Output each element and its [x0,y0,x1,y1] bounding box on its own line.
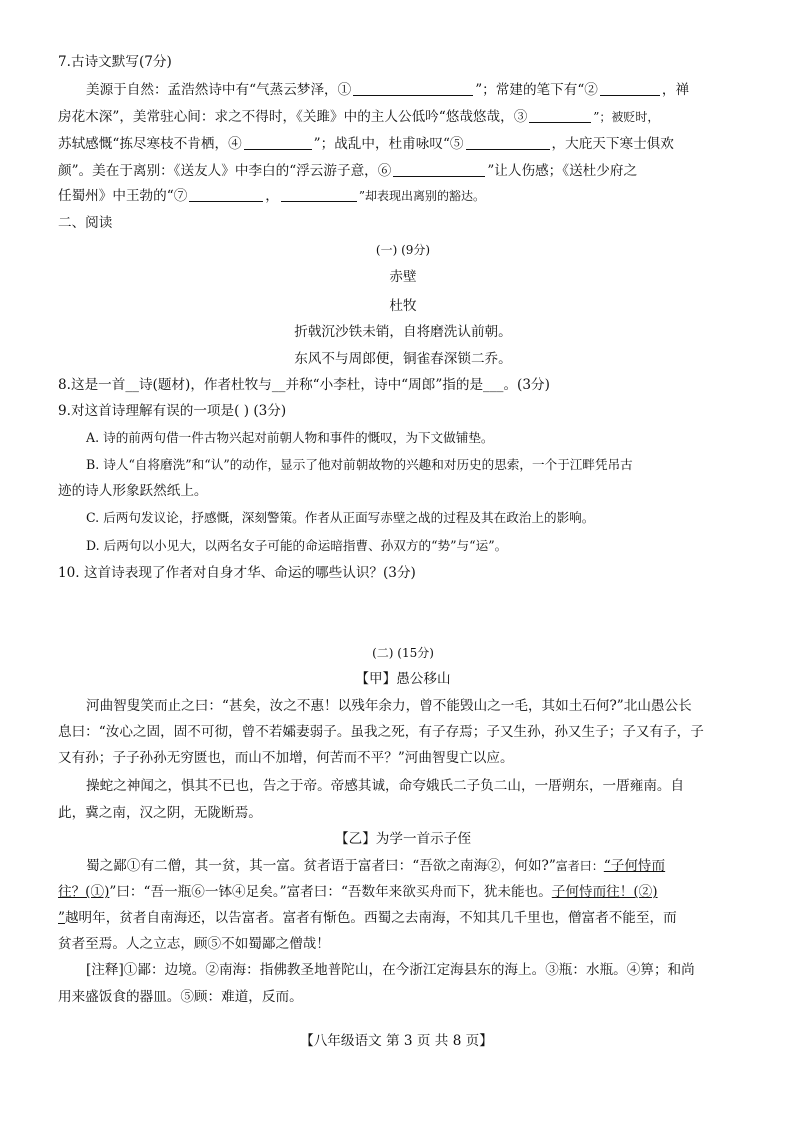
option-c: C. 后两句发议论，抒感慨，深刻警策。作者从正面写赤壁之战的过程及其在政治上的影响。 [86,510,595,525]
option-a: A. 诗的前两句借一件古物兴起对前朝人物和事件的慨叹，为下文做铺垫。 [86,430,494,445]
q7-text: ”；被贬时， [593,110,660,124]
passage-text: 越明年，贫者自南海还，以告富者。富者有惭色。西蜀之去南海，不知其几千里也，僧富者不能至，而 [64,910,677,926]
poem-heading: (一) (9分) [375,243,431,257]
q7-line-4 [58,161,637,181]
answer-blank-1[interactable] [353,81,473,96]
passage-text: 富者曰： [555,859,604,873]
answer-blank-2[interactable] [600,81,660,96]
passage-yi-line: 贫者至焉。人之立志，顾⑤不如蜀鄙之僧哉！ [58,936,330,952]
q7-line-1 [86,80,689,100]
passage-jia-title: 【甲】愚公移山 [355,671,451,687]
q7-text: ，禅 [661,82,690,98]
answer-blank-7a[interactable] [189,187,263,202]
question-10: 10. 这首诗表现了作者对自身才华、命运的哪些认识？(3分) [58,565,416,581]
underlined-sentence: “子何恃而 [603,858,666,874]
poem-line-2: 东风不与周郎便，铜雀春深锁二乔。 [294,351,512,367]
underlined-sentence: 子何恃而往！(②) [551,884,658,900]
part2-heading: (二) (15分) [372,646,434,660]
question-9-stem: 9.对这首诗理解有误的一项是( ) (3分) [58,403,287,419]
q7-text: 颜”。美在于离别：《送友人》中李白的“浮云游子意，⑥ [58,163,392,179]
passage-jia-line: 此，冀之南，汉之阴，无陇断焉。 [58,805,262,821]
q7-text: 美源于自然：孟浩然诗中有“气蒸云梦泽，① [86,82,352,98]
underlined-sentence: 往？(①) [58,884,110,900]
q7-text: ， [265,188,279,204]
page-footer: 【八年级语文 第 3 页 共 8 页】 [300,1033,493,1049]
annotation: 用来盛饭食的器皿。⑤顾：难道，反而。 [58,989,303,1005]
q7-text: 房花木深”，美常驻心间：求之不得时，《关雎》中的主人公低吟“悠哉悠哉，③ [58,109,528,125]
passage-jia-line: 河曲智叟笑而止之曰：“甚矣，汝之不惠！以残年余力，曾不能毁山之一毛，其如土石何?”北山愚公长 [86,698,692,714]
q7-line-5 [58,186,485,206]
answer-blank-4[interactable] [244,135,312,150]
answer-blank-3[interactable] [529,108,591,123]
q7-text: 苏轼感慨“拣尽寒枝不肯栖，④ [58,136,242,152]
passage-yi-title: 【乙】为学一首示子侄 [335,831,471,847]
q7-text: ”却表现出离别的豁达。 [358,189,486,203]
q7-text: ，大庇天下寒士俱欢 [551,136,674,152]
question-8: 8.这是一首__诗(题材)，作者杜牧与__并称“小李杜，诗中“周郎”指的是___。(3分) [58,377,550,393]
passage-yi-line [86,856,665,876]
option-b-cont: 迹的诗人形象跃然纸上。 [58,483,208,499]
passage-jia-line: 又有孙；子子孙孙无穷匮也，而山不加增，何苦而不平？”河曲智叟亡以应。 [58,750,514,766]
passage-yi-line [58,882,658,902]
passage-jia-line: 息曰：“汝心之固，固不可彻，曾不若孀妻弱子。虽我之死，有子存焉；子又生孙，孙又生子；子又有子，子 [58,724,704,740]
q7-text: ”；战乱中，杜甫咏叹“⑤ [313,136,464,152]
q7-line-3 [58,134,674,154]
poem-author: 杜牧 [389,298,417,314]
poem-title: 赤壁 [389,269,417,285]
answer-blank-7b[interactable] [281,187,357,202]
answer-blank-5[interactable] [466,135,550,150]
answer-blank-6[interactable] [393,162,485,177]
passage-yi-line [58,908,677,928]
passage-text: 蜀之鄙①有二僧，其一贫，其一富。贫者语于富者曰：“吾欲之南海②，何如?” [86,858,556,874]
option-b: B. 诗人“自将磨洗”和“认”的动作，显示了他对前朝故物的兴趣和对历史的思索，一个于江畔凭吊古 [86,457,633,472]
poem-line-1: 折戟沉沙铁未销，自将磨洗认前朝。 [294,324,512,340]
q7-text: ”；常建的笔下有“② [475,82,598,98]
q7-text: 任蜀州》中王勃的“⑦ [58,188,188,204]
q7-text: ”让人伤感；《送杜少府之 [487,163,638,179]
q7-line-2 [58,107,659,127]
underlined-sentence: ” [58,910,65,926]
q7-title: 7.古诗文默写(7分) [58,54,172,70]
option-d: D. 后两句以小见大，以两名女子可能的命运暗指曹、孙双方的“势”与“运”。 [86,538,508,553]
annotation: [注释]①鄙：边境。②南海：指佛教圣地普陀山，在今浙江定海县东的海上。③瓶：水瓶。④箅；和尚 [86,962,695,978]
section-title: 二、阅读 [58,215,113,231]
passage-jia-line: 操蛇之神闻之，惧其不已也，告之于帝。帝感其诚，命夸娥氏二子负二山，一厝朔东，一厝雍南。自 [86,778,685,794]
passage-text: ”曰：“吾一瓶⑥一钵④足矣。”富者曰：“吾数年来欲买舟而下，犹未能也。 [109,884,552,900]
